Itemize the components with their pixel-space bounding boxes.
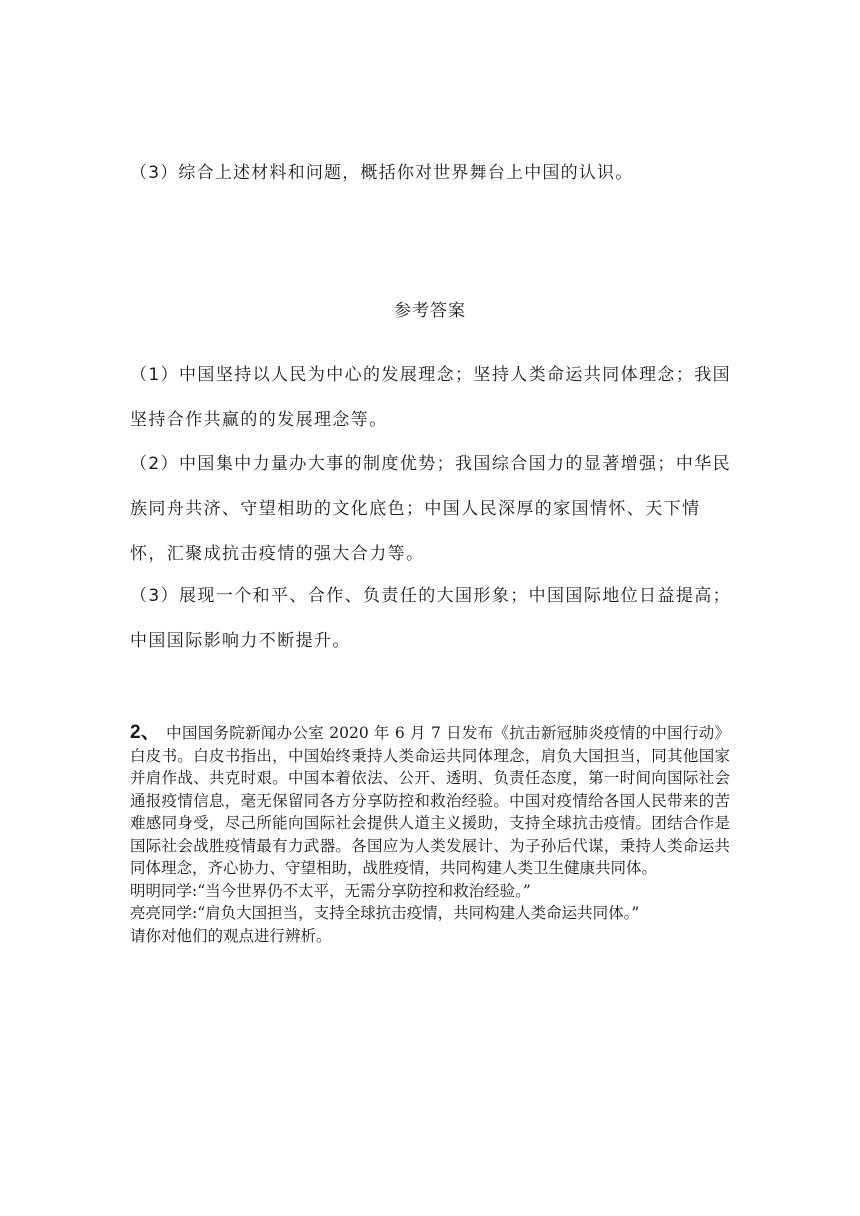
- problem-number: 2、: [130, 722, 161, 743]
- problem-material-text: 中国国务院新闻办公室 2020 年 6 月 7 日发布《抗击新冠肺炎疫情的中国行动》白皮书。白皮书指出，中国始终秉持人类命运共同体理念，肩负大国担当，同其他国家并肩作战、共克时艰。中国本着依法、公开、透明、负责任态度，第一时间向国际社会通报疫情信息，毫无保留同各方分享防控和救治经验。中国对疫情给各国人民带来的苦难感同身受，尽己所能向国际社会提供人道主义援助，支持全球抗击疫情。团结合作是国际社会战胜疫情最有力武器。各国应为人类发展计、为子孙后代谋，秉持人类命运共同体理念，齐心协力、守望相助，战胜疫情，共同构建人类卫生健康共同体。: [130, 724, 730, 877]
- problem-2-question: 请你对他们的观点进行辨析。: [130, 926, 332, 945]
- answer-2: （2）中国集中力量办大事的制度优势；我国综合国力的显著增强；中华民族同舟共济、守望相助的文化底色；中国人民深厚的家国情怀、天下情怀，汇聚成抗击疫情的强大合力等。: [130, 454, 732, 564]
- student-mingming-view: 明明同学:“当今世界仍不太平，无需分享防控和救治经验。”: [130, 881, 531, 900]
- problem-2-material: [130, 722, 730, 880]
- question-3: （3）综合上述材料和问题，概括你对世界舞台上中国的认识。: [130, 163, 634, 183]
- problem-2: [130, 722, 730, 947]
- answer-1: （1）中国坚持以人民为中心的发展理念；坚持人类命运共同体理念；我国坚持合作共赢的的发展理念等。: [130, 365, 732, 430]
- answer-section-title: 参考答案: [394, 301, 466, 321]
- student-liangliang-view: 亮亮同学:“肩负大国担当，支持全球抗击疫情，共同构建人类命运共同体。”: [130, 904, 640, 922]
- answer-3: （3）展现一个和平、合作、负责任的大国形象；中国国际地位日益提高；中国国际影响力不断提升。: [130, 586, 732, 651]
